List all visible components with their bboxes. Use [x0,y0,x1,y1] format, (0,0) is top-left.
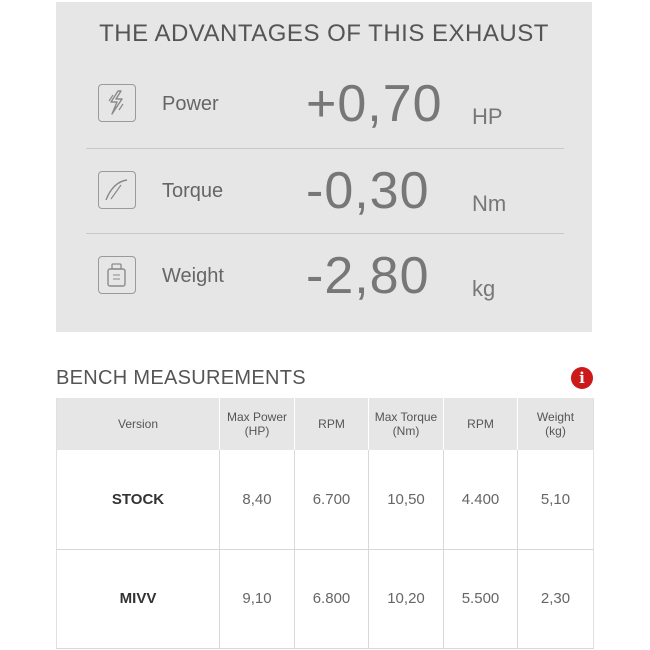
torque-curve-icon [98,171,136,209]
advantage-value: +0,70 [306,75,443,133]
advantage-label: Power [162,93,219,115]
cell-max-power: 9,10 [220,549,295,648]
advantage-row-torque [86,148,564,234]
table-row [57,549,594,648]
advantage-label: Weight [162,265,224,287]
cell-rpm: 4.400 [444,450,518,549]
cell-max-power: 8,40 [220,450,295,549]
column-header-version: Version [57,398,220,450]
advantages-title: THE ADVANTAGES OF THIS EXHAUST [99,20,549,47]
advantage-value: -2,80 [306,247,430,305]
cell-version: MIVV [57,549,220,648]
cell-max-torque: 10,50 [369,450,444,549]
column-header-max-torque: Max Torque (Nm) [369,398,444,450]
lightning-icon [98,84,136,122]
advantage-unit: HP [472,104,503,129]
advantage-row-power [86,62,564,148]
column-header-weight: Weight (kg) [518,398,594,450]
cell-weight: 5,10 [518,450,594,549]
bench-measurements-table [56,398,594,649]
advantage-unit: kg [472,276,496,301]
cell-rpm: 6.800 [295,549,369,648]
cell-weight: 2,30 [518,549,594,648]
advantages-panel [56,2,592,332]
weight-icon [98,256,136,294]
cell-version: STOCK [57,450,220,549]
advantage-value: -0,30 [306,162,430,220]
bench-measurements-title: BENCH MEASUREMENTS [56,367,306,389]
table-header-row [57,398,594,450]
cell-rpm: 5.500 [444,549,518,648]
cell-rpm: 6.700 [295,450,369,549]
column-header-max-power: Max Power (HP) [220,398,295,450]
advantage-label: Torque [162,180,224,202]
column-header-rpm-torque: RPM [444,398,518,450]
column-header-rpm-power: RPM [295,398,369,450]
info-icon[interactable]: i [571,367,593,389]
table-row [57,450,594,549]
advantage-row-weight [86,233,564,319]
cell-max-torque: 10,20 [369,549,444,648]
advantage-unit: Nm [472,191,507,216]
